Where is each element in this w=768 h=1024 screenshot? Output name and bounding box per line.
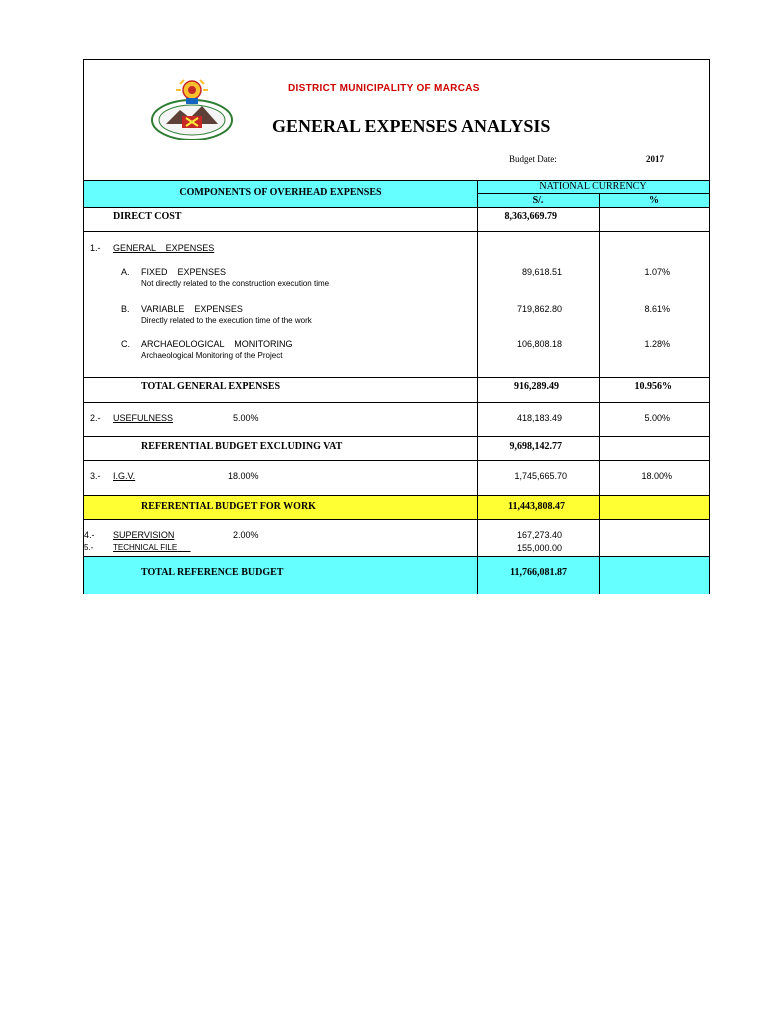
supervision-number: 4.- bbox=[84, 530, 95, 540]
ref-excl-vat-label: REFERENTIAL BUDGET EXCLUDING VAT bbox=[141, 441, 343, 452]
supervision-amount: 167,273.40 bbox=[516, 530, 562, 540]
supervision-rate: 2.00% bbox=[233, 530, 259, 540]
municipality-name: DISTRICT MUNICIPALITY OF MARCAS bbox=[288, 83, 480, 94]
igv-rate: 18.00% bbox=[228, 471, 259, 481]
archaeological-amount: 106,808.18 bbox=[516, 339, 562, 349]
expenses-sheet bbox=[83, 59, 710, 594]
supervision-label: SUPERVISION bbox=[113, 530, 175, 540]
direct-cost-label: DIRECT COST bbox=[113, 211, 182, 222]
fixed-expenses-name: FIXED EXPENSES bbox=[141, 267, 227, 277]
igv-label: I.G.V. bbox=[113, 471, 136, 481]
municipality-seal-icon bbox=[146, 76, 238, 140]
fixed-expenses-desc: Not directly related to the construction execution time bbox=[141, 279, 330, 288]
archaeological-name: ARCHAEOLOGICAL MONITORING bbox=[141, 339, 293, 349]
amount-column-header: S/. bbox=[532, 195, 544, 206]
technical-file-amount: 155,000.00 bbox=[516, 543, 562, 553]
igv-amount: 1,745,665.70 bbox=[514, 471, 567, 481]
variable-expenses-name: VARIABLE EXPENSES bbox=[141, 304, 243, 314]
ref-excl-vat-amount: 9,698,142.77 bbox=[509, 441, 562, 452]
variable-expenses-desc: Directly related to the execution time of the work bbox=[141, 316, 312, 325]
ref-work-label: REFERENTIAL BUDGET FOR WORK bbox=[141, 501, 316, 512]
page-title: GENERAL EXPENSES ANALYSIS bbox=[272, 116, 551, 136]
general-expenses-number: 1.- bbox=[90, 243, 101, 253]
direct-cost-amount: 8,363,669.79 bbox=[504, 211, 557, 222]
archaeological-desc: Archaeological Monitoring of the Project bbox=[141, 351, 283, 360]
usefulness-label: USEFULNESS bbox=[113, 413, 174, 423]
percent-column-header: % bbox=[649, 195, 659, 206]
usefulness-number: 2.- bbox=[90, 413, 101, 423]
variable-expenses-letter: B. bbox=[121, 304, 130, 314]
archaeological-letter: C. bbox=[121, 339, 130, 349]
components-header: COMPONENTS OF OVERHEAD EXPENSES bbox=[179, 187, 382, 198]
archaeological-percent: 1.28% bbox=[644, 339, 670, 349]
total-general-amount: 916,289.49 bbox=[514, 381, 559, 392]
currency-header: NATIONAL CURRENCY bbox=[539, 181, 647, 192]
usefulness-percent: 5.00% bbox=[644, 413, 670, 423]
variable-expenses-amount: 719,862.80 bbox=[516, 304, 562, 314]
ref-work-amount: 11,443,808.47 bbox=[508, 501, 565, 512]
fixed-expenses-percent: 1.07% bbox=[644, 267, 670, 277]
variable-expenses-percent: 8.61% bbox=[644, 304, 670, 314]
general-expenses-label: GENERAL EXPENSES bbox=[113, 243, 215, 253]
total-ref-amount: 11,766,081.87 bbox=[510, 567, 567, 578]
usefulness-rate: 5.00% bbox=[233, 413, 259, 423]
usefulness-amount: 418,183.49 bbox=[516, 413, 562, 423]
total-general-label: TOTAL GENERAL EXPENSES bbox=[141, 381, 281, 392]
total-ref-label: TOTAL REFERENCE BUDGET bbox=[141, 567, 284, 578]
igv-number: 3.- bbox=[90, 471, 101, 481]
fixed-expenses-letter: A. bbox=[121, 267, 130, 277]
technical-file-number: 5.- bbox=[84, 543, 94, 552]
igv-percent: 18.00% bbox=[641, 471, 672, 481]
total-general-percent: 10.956% bbox=[634, 381, 672, 392]
fixed-expenses-amount: 89,618.51 bbox=[521, 267, 562, 277]
technical-file-label: TECHNICAL FILE bbox=[113, 543, 178, 552]
budget-year: 2017 bbox=[646, 154, 664, 164]
budget-date-label: Budget Date: bbox=[509, 154, 557, 164]
